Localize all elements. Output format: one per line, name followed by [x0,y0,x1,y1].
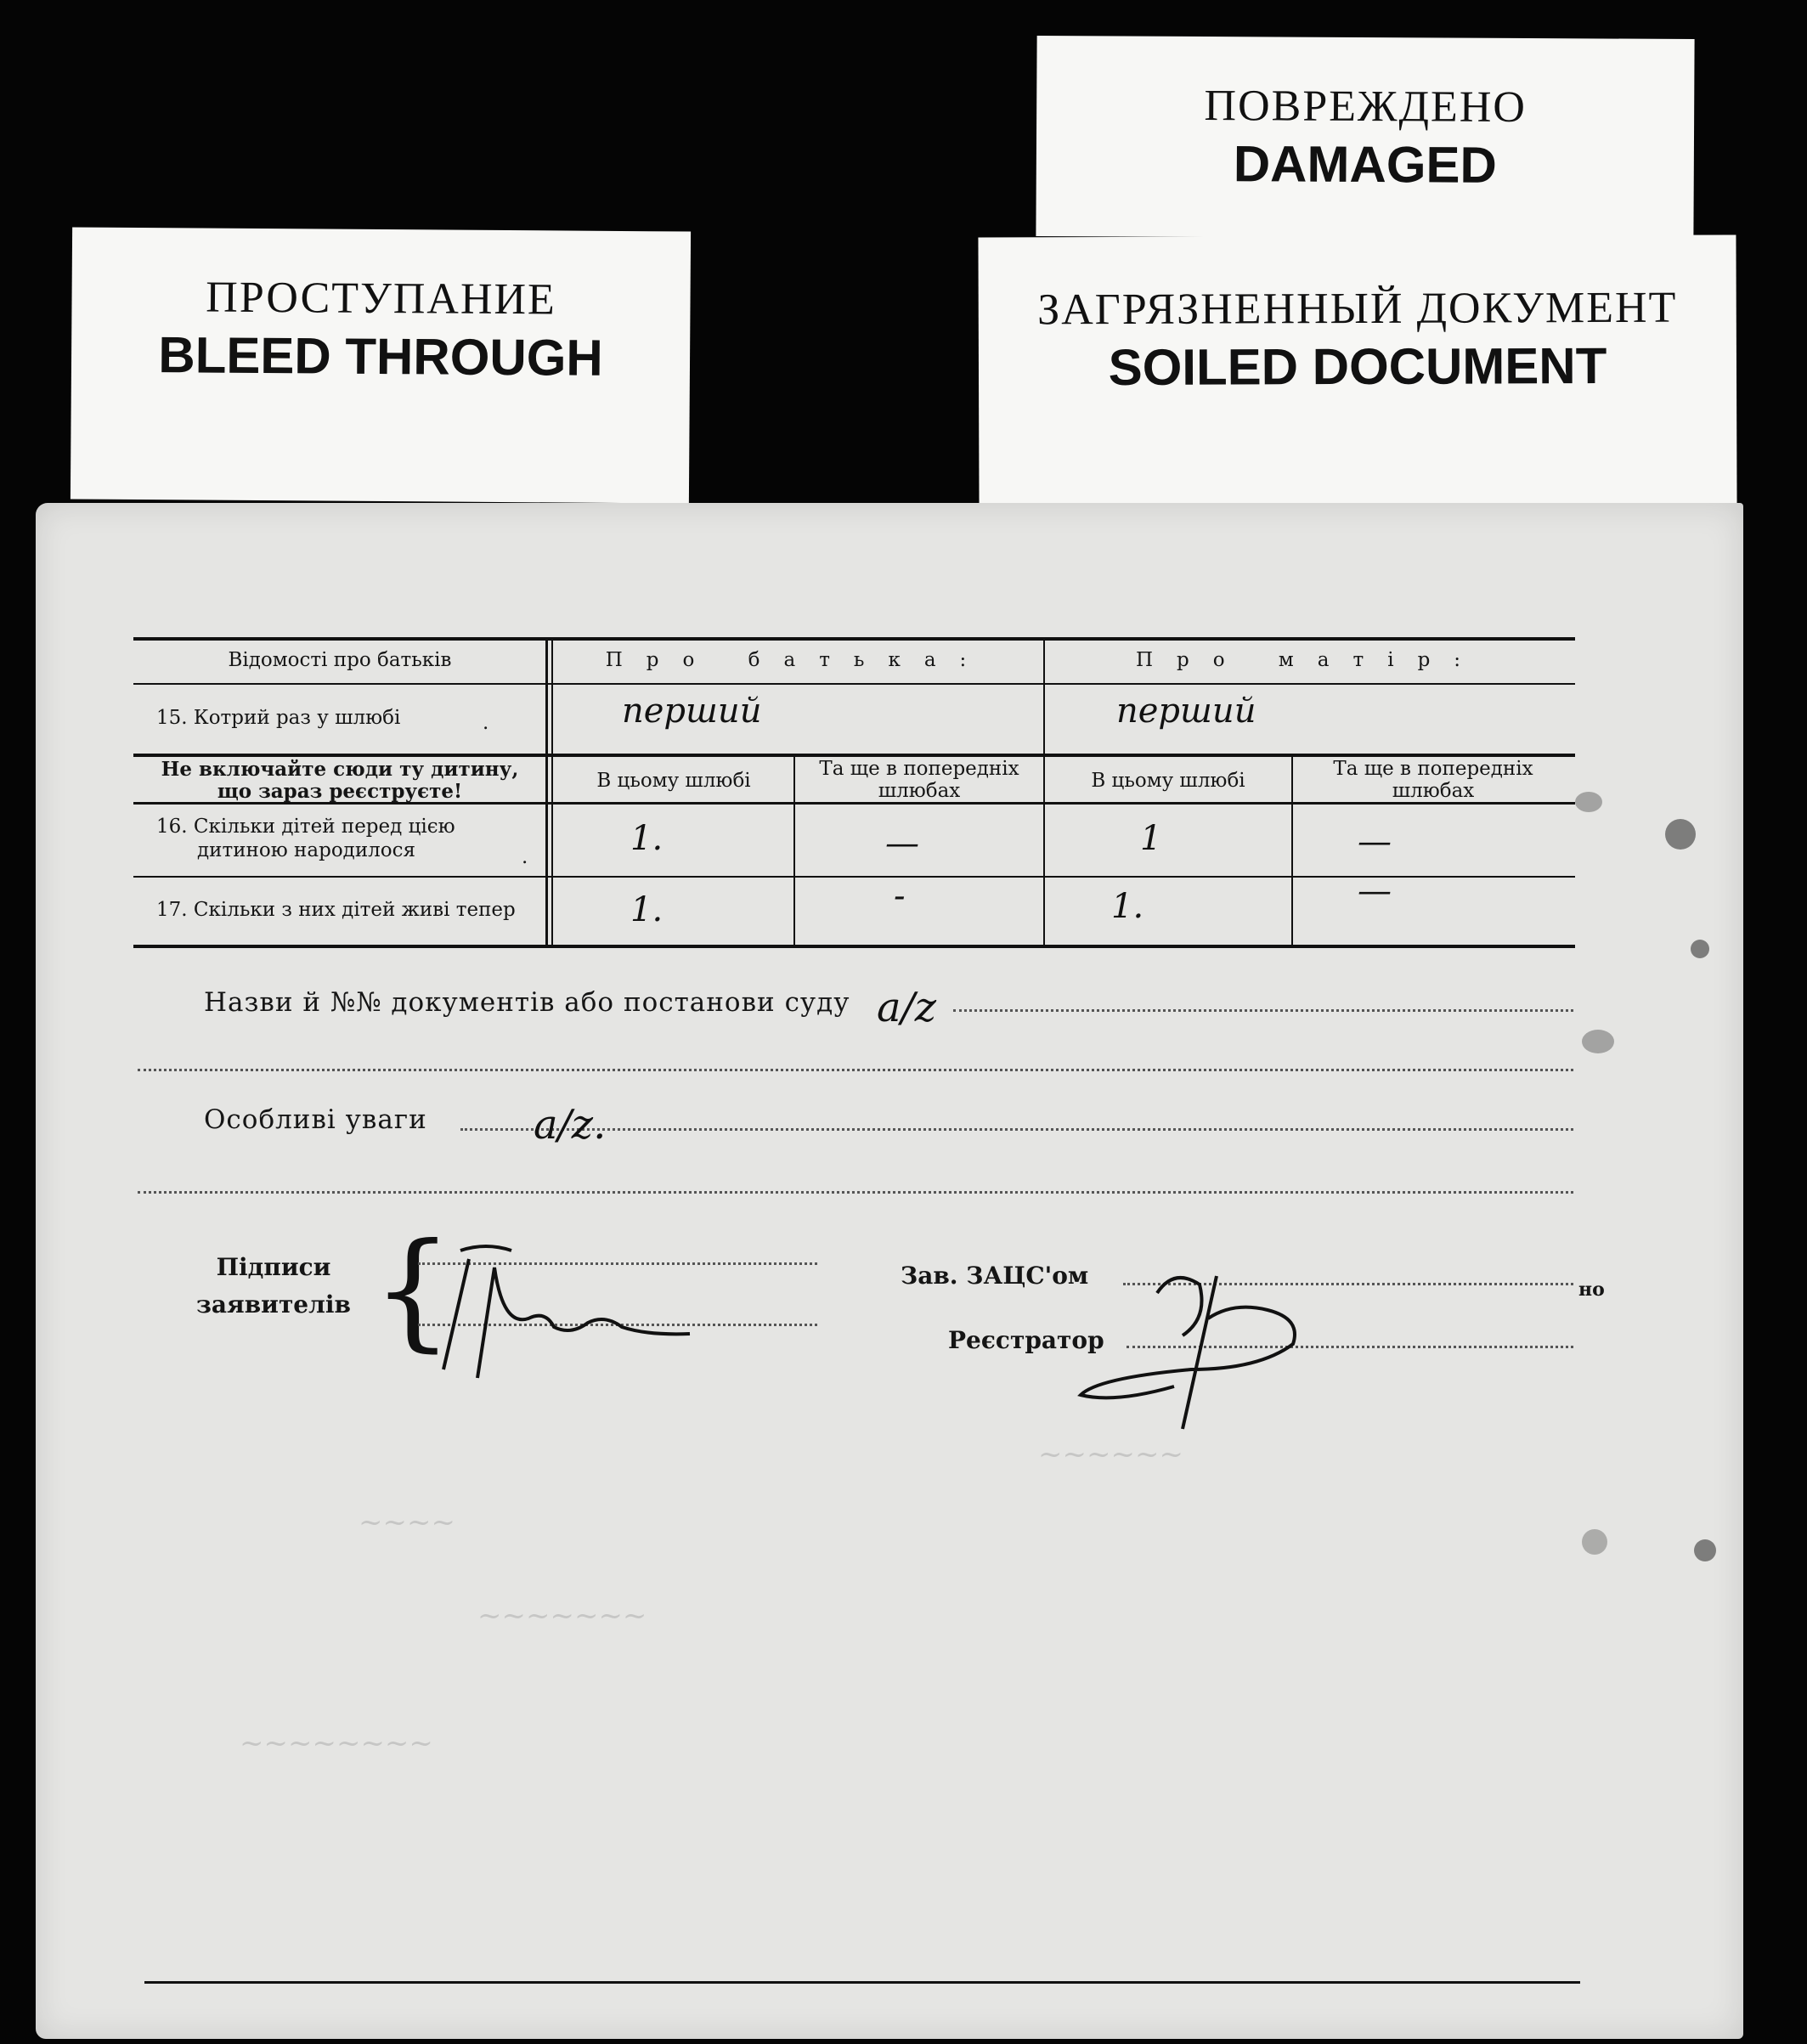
row-16-mother-prev-value: — [1358,822,1392,861]
mother-previous-marriages-header-line2: шлюбах [1392,780,1475,802]
row-15-mother-value: перший [1116,692,1256,731]
bleed-through-mark: ~~~~~~~ [477,1599,647,1633]
column-header-parents-info: Відомості про батьків [228,649,452,671]
row-16-mother-this-value: 1 [1140,819,1162,858]
documents-value: a/z [877,984,937,1031]
mother-previous-marriages-header-line1: Та ще в попередніх [1333,758,1533,780]
notes-label: Особливі уваги [204,1104,427,1135]
documents-label: Назви й №№ документів або постанови суду [204,987,850,1018]
bleed-through-ru-text: ПРОСТУПАНИЕ [206,273,557,325]
signatures-brace: { [372,1217,454,1364]
row-17-label: 17. Скільки з них дітей живі тепер [156,899,516,921]
column-header-father: Про батька: [605,649,991,671]
soiled-document-label-card [978,234,1736,509]
bleed-through-mark: ~~~~ [359,1505,455,1539]
stain-spot [1665,819,1696,850]
soiled-ru-text: ЗАГРЯЗНЕННЫЙ ДОКУМЕНТ [1037,283,1678,335]
column-header-mother: Про матір: [1135,649,1485,671]
row-15-dots: . [483,712,489,734]
row-15-label: 15. Котрий раз у шлюбі [156,707,401,729]
row-17-father-prev-value: - [894,877,906,916]
stain-spot [1691,940,1709,958]
row-16-father-this-value: 1. [630,819,664,858]
bleed-through-label-card [71,227,691,503]
damaged-label-card [1036,36,1694,240]
row-16-label-line1: 16. Скільки дітей перед цією [156,816,455,838]
stain-spot [1575,792,1602,812]
signatures-label-line2: заявителів [196,1290,351,1318]
row-17-father-this-value: 1. [630,890,664,929]
stain-spot [1582,1529,1607,1555]
soiled-en-text: SOILED DOCUMENT [1108,336,1607,397]
note-exclude-child-line1: Не включайте сюди ту дитину, [161,758,519,781]
stain-spot [1694,1539,1716,1561]
row-16-label-line2: дитиною народилося [197,839,416,861]
row-17-mother-prev-value: — [1358,872,1392,911]
mother-this-marriage-header: В цьому шлюбі [1091,770,1245,792]
row-16-dots: . [522,846,528,868]
father-previous-marriages-header-line1: Та ще в попередніх [819,758,1019,780]
registrar-signature [1047,1251,1386,1437]
father-previous-marriages-header-line2: шлюбах [878,780,961,802]
bleed-through-mark: ~~~~~~~~ [240,1726,433,1760]
signatures-label [180,1249,367,1324]
stain-spot [1582,1030,1614,1053]
row-15-father-value: перший [622,692,762,731]
edge-text: но [1578,1279,1605,1301]
notes-value: a/z. [534,1101,607,1149]
bleed-through-en-text: BLEED THROUGH [158,326,603,387]
registrar-label: Реєстратор [948,1326,1104,1354]
signatures-label-line1: Підписи [216,1253,331,1281]
row-16-father-prev-value: — [885,824,919,863]
bleed-through-mark: ~~~~~~ [1038,1437,1183,1471]
applicant-signature [409,1234,715,1386]
damaged-ru-text: ПОВРЕЖДЕНО [1204,82,1527,132]
row-17-mother-this-value: 1. [1111,887,1144,926]
father-this-marriage-header: В цьому шлюбі [596,770,751,792]
document-sheet [36,503,1743,2039]
head-label: Зав. ЗАЦС'ом [901,1262,1089,1290]
note-exclude-child-line2: що зараз реєструєте! [217,780,463,803]
damaged-en-text: DAMAGED [1233,135,1498,194]
